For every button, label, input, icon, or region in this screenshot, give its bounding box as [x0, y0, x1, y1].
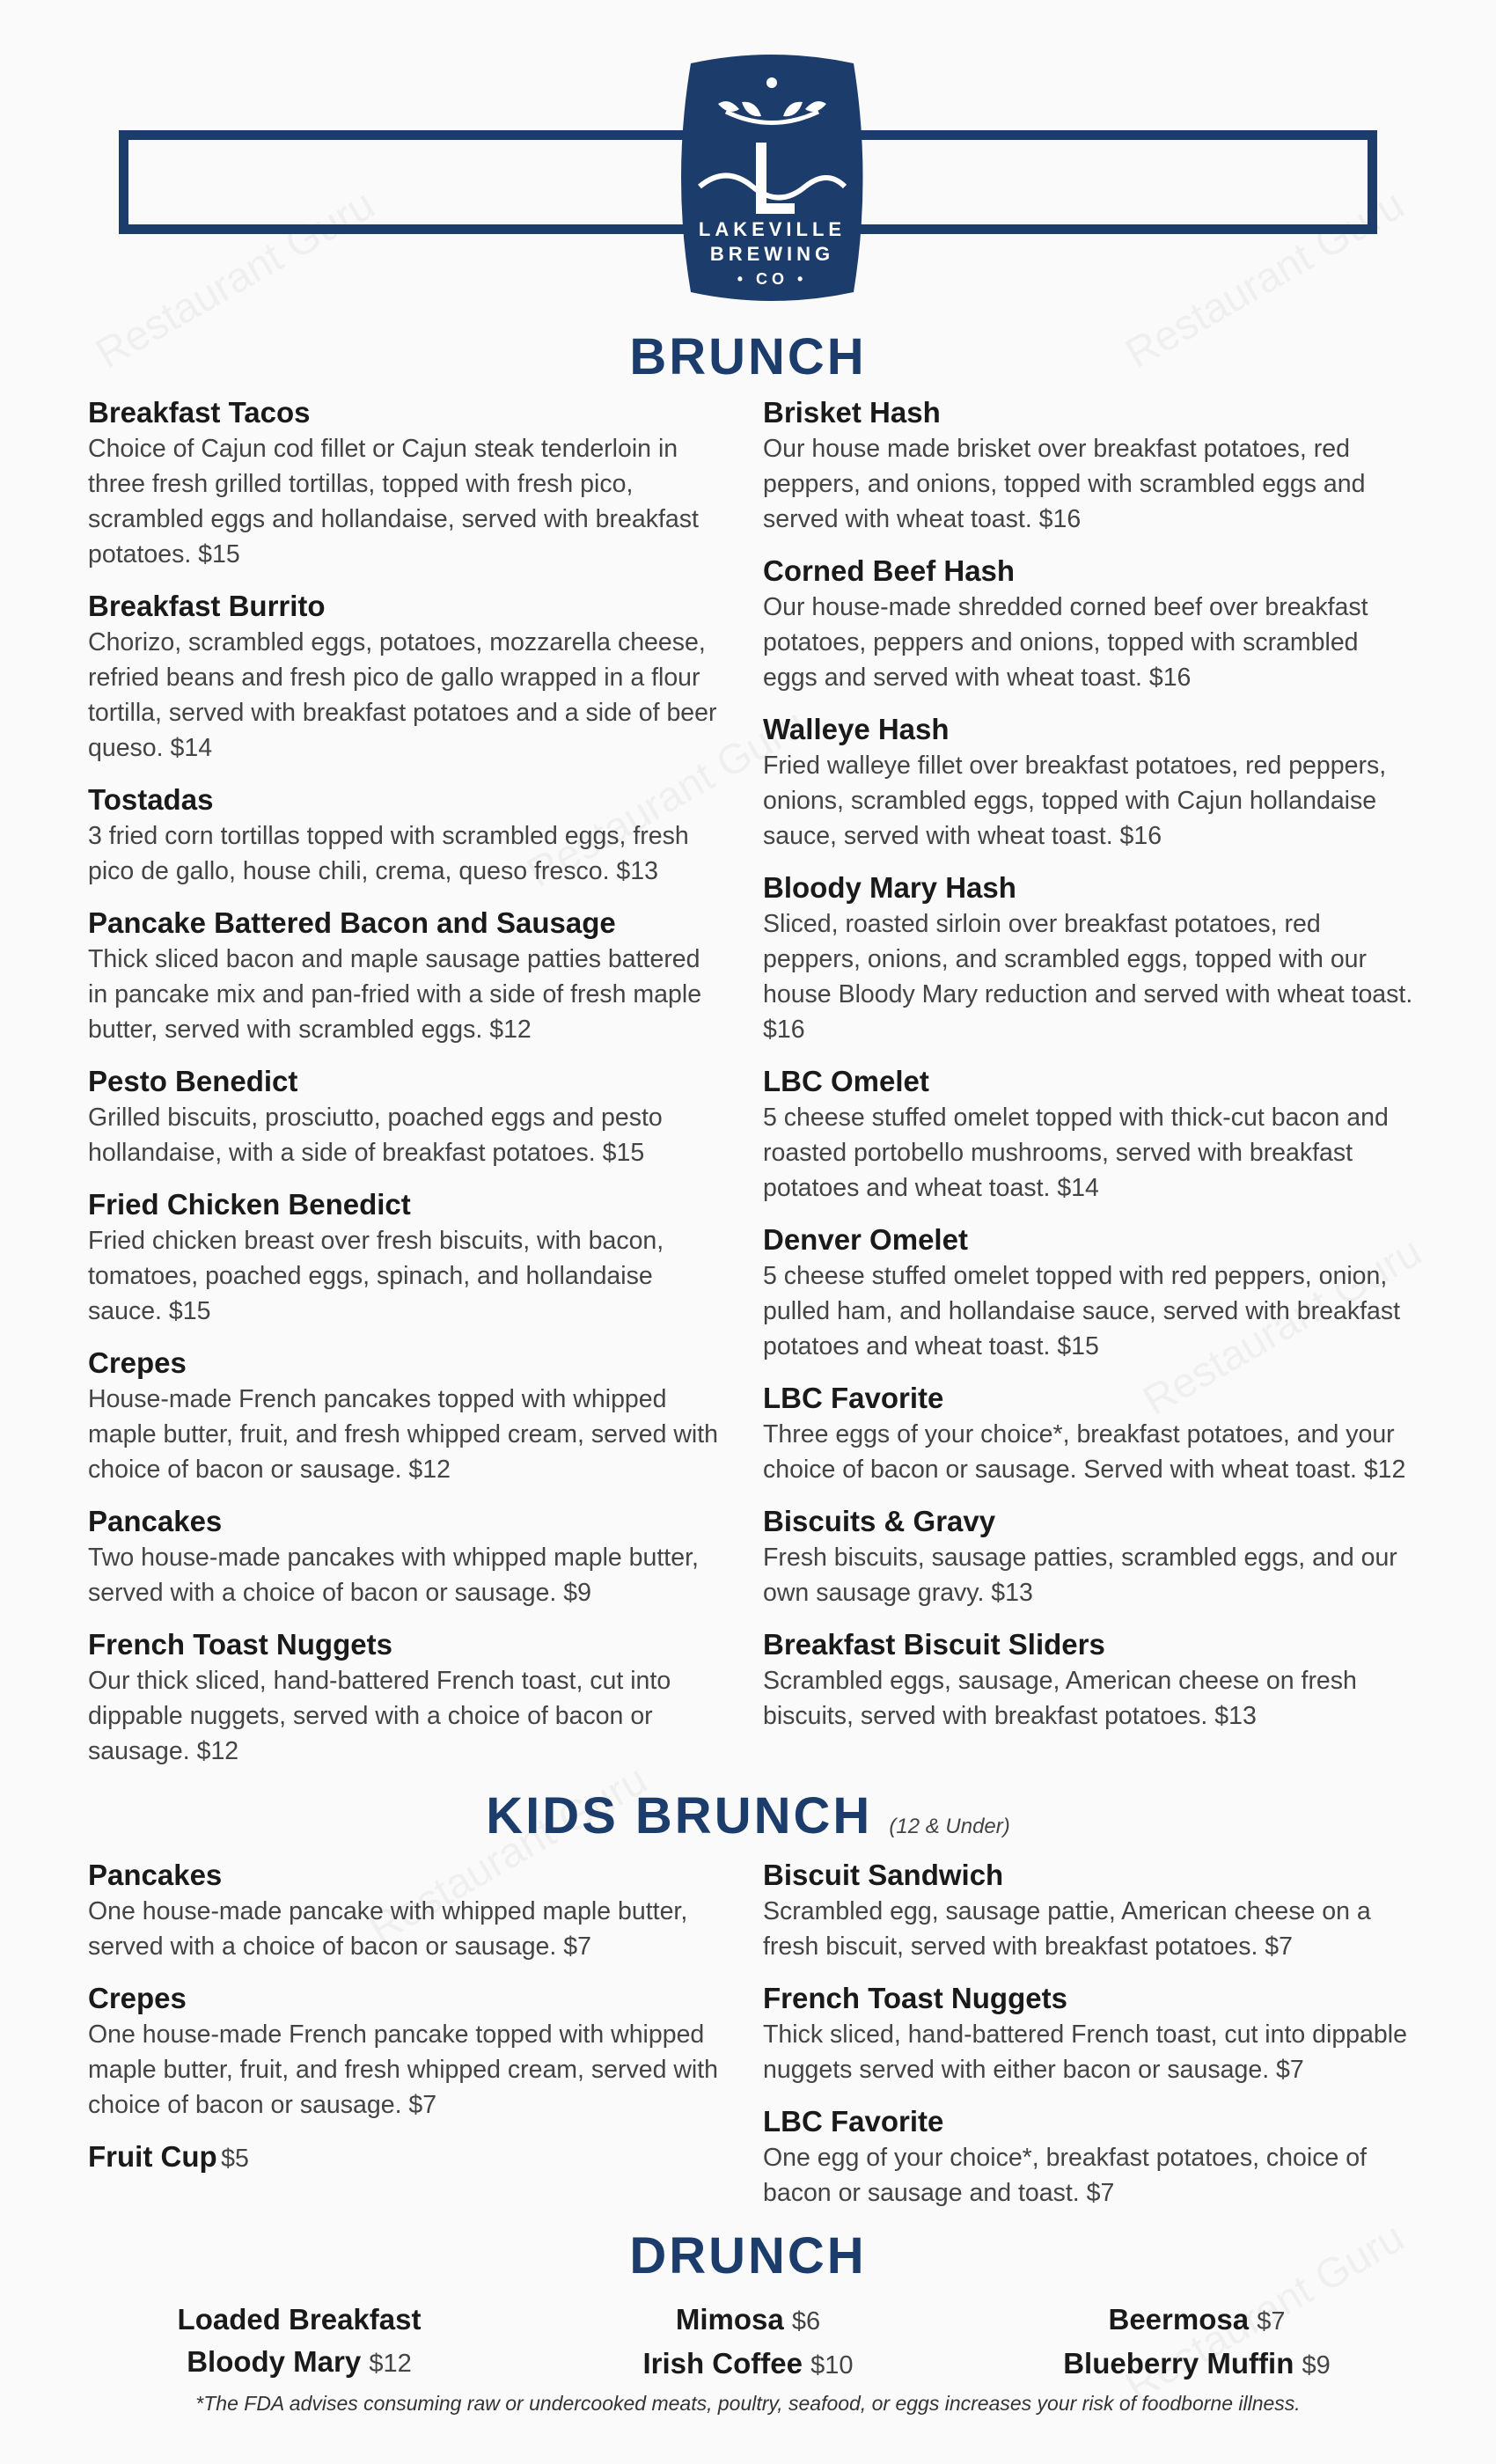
menu-item-description: One house-made French pancake topped with whipped maple butter, fruit, and fresh whipped cream, served with choice of bacon or sausage. $7 [88, 2020, 719, 2119]
menu-item-description: 3 fried corn tortillas topped with scrambled eggs, fresh pico de gallo, house chili, crema, queso fresco. $13 [88, 822, 689, 885]
menu-item-description: Thick sliced, hand-battered French toast, cut into dippable nuggets served with either bacon or sausage. $7 [763, 2020, 1407, 2084]
drunch-item [114, 2299, 484, 2385]
menu-item-description: One house-made pancake with whipped maple butter, served with a choice of bacon or sausage. $7 [88, 1897, 688, 1961]
drunch-item-price: $12 [369, 2350, 412, 2378]
menu-item [88, 1503, 722, 1610]
menu-item-name: Biscuits & Gravy [763, 1505, 996, 1537]
menu-item-description: Fried chicken breast over fresh biscuits, with bacon, tomatoes, poached eggs, spinach, and hollandaise sauce. $15 [88, 1227, 664, 1325]
menu-item [763, 1980, 1414, 2087]
drunch-item-name: Loaded Breakfast [177, 2303, 422, 2336]
menu-item-name: Crepes [88, 1346, 187, 1379]
menu-item-description: Two house-made pancakes with whipped maple butter, served with a choice of bacon or sausage. $9 [88, 1544, 699, 1607]
menu-item-description: Our thick sliced, hand-battered French toast, cut into dippable nuggets, served with a choice of bacon or sausage. $12 [88, 1667, 671, 1765]
menu-item-description: Chorizo, scrambled eggs, potatoes, mozzarella cheese, refried beans and fresh pico de gallo wrapped in a flour tortilla, served with breakfast potatoes and a side of beer queso. $14 [88, 628, 717, 762]
menu-item-description: Three eggs of your choice*, breakfast potatoes, and your choice of bacon or sausage. Served with wheat toast. $12 [763, 1420, 1406, 1484]
drunch-title: DRUNCH [629, 2227, 867, 2284]
menu-item-description: Our house made brisket over breakfast potatoes, red peppers, and onions, topped with scrambled eggs and served with wheat toast. $16 [763, 435, 1366, 533]
menu-item-description: Thick sliced bacon and maple sausage patties battered in pancake mix and pan-fried with a side of fresh maple butter, served with scrambled eggs. $12 [88, 945, 702, 1044]
menu-item [763, 394, 1414, 537]
drunch-item [1012, 2299, 1382, 2387]
menu-item-description: Our house-made shredded corned beef over breakfast potatoes, peppers and onions, topped with scrambled eggs and served with wheat toast. $16 [763, 593, 1368, 692]
menu-item-name: Walleye Hash [763, 713, 950, 745]
menu-item [88, 1063, 722, 1170]
drunch-item-price: $9 [1302, 2351, 1331, 2380]
menu-item-description: Choice of Cajun cod fillet or Cajun steak tenderloin in three fresh grilled tortillas, topped with fresh pico, scrambled eggs and hollandaise, served with breakfast potatoes. $15 [88, 435, 699, 568]
menu-item [763, 1063, 1414, 1206]
menu-item-name: Denver Omelet [763, 1223, 968, 1256]
menu-item [88, 2138, 722, 2175]
menu-item-description: Scrambled egg, sausage pattie, American cheese on a fresh biscuit, served with breakfast potatoes. $7 [763, 1897, 1371, 1961]
brunch-right-column [763, 394, 1414, 1749]
kids-right-column [763, 1857, 1414, 2226]
menu-item-name: Breakfast Biscuit Sliders [763, 1628, 1105, 1661]
menu-item-description: 5 cheese stuffed omelet topped with thick-cut bacon and roasted portobello mushrooms, served with breakfast potatoes and wheat toast. $14 [763, 1104, 1389, 1202]
menu-item-description: Scrambled eggs, sausage, American cheese on fresh biscuits, served with breakfast potatoes. $13 [763, 1667, 1357, 1730]
menu-item-name: Bloody Mary Hash [763, 871, 1016, 904]
menu-item-description: Fried walleye fillet over breakfast potatoes, red peppers, onions, scrambled eggs, topped with Cajun hollandaise sauce, served with wheat toast. $16 [763, 752, 1387, 850]
menu-item [88, 1626, 722, 1769]
menu-item [763, 869, 1414, 1047]
drunch-item-price: $10 [810, 2351, 854, 2380]
drunch-item-name: Irish Coffee [642, 2347, 803, 2380]
menu-item-name: LBC Favorite [763, 2105, 944, 2138]
drunch-item [563, 2299, 933, 2387]
menu-item-description: House-made French pancakes topped with whipped maple butter, fruit, and fresh whipped cream, served with choice of bacon or sausage. $12 [88, 1385, 719, 1484]
menu-item [88, 1186, 722, 1329]
brunch-title: BRUNCH [629, 328, 867, 385]
menu-item [88, 394, 722, 572]
menu-item-name: LBC Omelet [763, 1065, 929, 1097]
menu-item-name: Fruit Cup [88, 2140, 217, 2173]
menu-item [763, 1380, 1414, 1487]
menu-item-price: $5 [221, 2145, 249, 2173]
fda-footnote: *The FDA advises consuming raw or undercooked meats, poultry, seafood, or eggs increases your risk of foodborne illness. [195, 2392, 1301, 2415]
menu-item [763, 1857, 1414, 1964]
menu-item-name: Brisket Hash [763, 396, 941, 429]
menu-item-name: Corned Beef Hash [763, 554, 1016, 587]
menu-item [88, 1980, 722, 2123]
menu-item-name: French Toast Nuggets [88, 1628, 392, 1661]
menu-item [88, 588, 722, 766]
menu-item-name: Pancakes [88, 1859, 223, 1891]
logo-line-3: • CO • [737, 270, 808, 288]
drunch-item-name: Mimosa [675, 2303, 784, 2336]
menu-item [763, 711, 1414, 854]
menu-item [763, 1626, 1414, 1734]
drunch-item-price: $6 [791, 2307, 821, 2336]
kids-brunch-title: KIDS BRUNCH [486, 1787, 873, 1844]
menu-item [88, 1345, 722, 1487]
menu-item-name: Pancake Battered Bacon and Sausage [88, 906, 616, 939]
kids-left-column [88, 1857, 722, 2191]
logo-line-2: BREWING [709, 243, 835, 265]
menu-item [763, 553, 1414, 695]
menu-item-name: French Toast Nuggets [763, 1982, 1067, 2014]
drunch-item-name: Blueberry Muffin [1063, 2347, 1294, 2380]
menu-item-description: Grilled biscuits, prosciutto, poached eggs and pesto hollandaise, with a side of breakfast potatoes. $15 [88, 1104, 663, 1167]
drunch-item-name: Bloody Mary [187, 2345, 362, 2378]
menu-item [763, 2103, 1414, 2211]
menu-item-name: Pesto Benedict [88, 1065, 298, 1097]
menu-item [763, 1503, 1414, 1610]
menu-item-name: Crepes [88, 1982, 187, 2014]
menu-item [88, 905, 722, 1047]
menu-item-description: Fresh biscuits, sausage patties, scrambled eggs, and our own sausage gravy. $13 [763, 1544, 1397, 1607]
brunch-left-column [88, 394, 722, 1785]
logo-line-1: LAKEVILLE [698, 218, 847, 240]
menu-item-name: Biscuit Sandwich [763, 1859, 1004, 1891]
brand-logo [664, 46, 880, 310]
menu-item-name: LBC Favorite [763, 1382, 944, 1414]
menu-item-name: Fried Chicken Benedict [88, 1188, 411, 1221]
menu-item-name: Tostadas [88, 783, 214, 816]
menu-item-description: 5 cheese stuffed omelet topped with red peppers, onion, pulled ham, and hollandaise sauce, served with breakfast potatoes and wheat toast. $15 [763, 1262, 1401, 1360]
menu-item-name: Pancakes [88, 1505, 223, 1537]
menu-item-description: One egg of your choice*, breakfast potatoes, choice of bacon or sausage and toast. $7 [763, 2144, 1368, 2207]
menu-item [763, 1221, 1414, 1364]
kids-brunch-subtitle: (12 & Under) [889, 1815, 1010, 1838]
menu-item-name: Breakfast Burrito [88, 590, 326, 622]
menu-item [88, 781, 722, 889]
drunch-item-price: $7 [1257, 2307, 1286, 2336]
menu-item-name: Breakfast Tacos [88, 396, 311, 429]
drunch-item-name: Beermosa [1108, 2303, 1250, 2336]
menu-item [88, 1857, 722, 1964]
menu-item-description: Sliced, roasted sirloin over breakfast potatoes, red peppers, onions, and scrambled eggs, topped with our house Bloody Mary reduction and served with wheat toast. $16 [763, 910, 1413, 1044]
kids-brunch-heading [0, 1786, 1496, 1845]
